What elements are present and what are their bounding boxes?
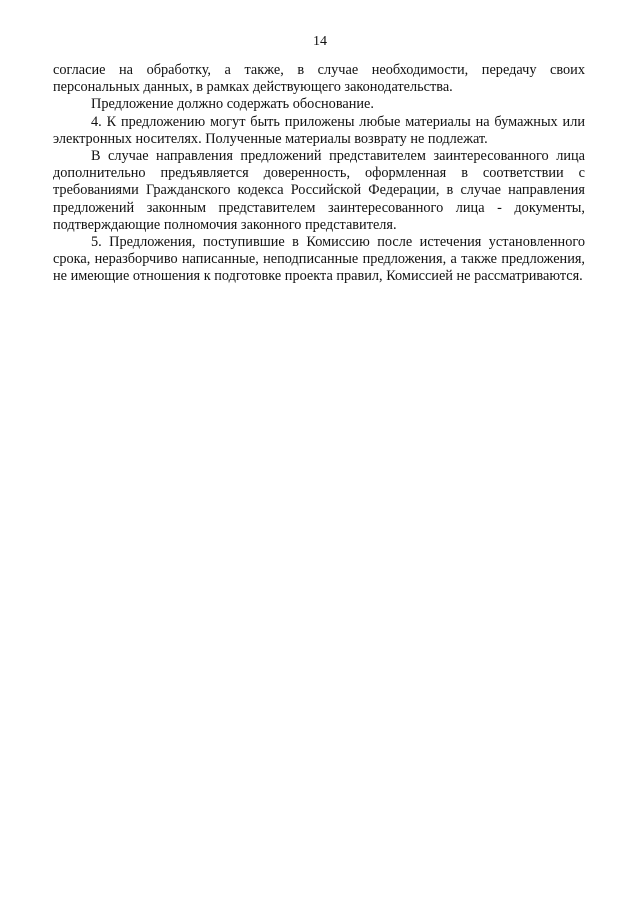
paragraph-justification: Предложение должно содержать обоснование.: [91, 96, 374, 113]
paragraph-item-4: 4. К предложению могут быть приложены любые материалы на бумажных или электронных носителях. Полученные материалы возврату не подлежат.: [53, 113, 585, 147]
paragraph-representative: В случае направления предложений представителем заинтересованного лица дополнительно предъявляется доверенность, оформленная в соответствии с требованиями Гражданского кодекса Российской Федерации, в случае направления предложений законным представителем заинтересованного лица - документы, подтверждающие полномочия законного представителя.: [53, 148, 585, 233]
document-body: [53, 62, 585, 286]
paragraph-item-5: 5. Предложения, поступившие в Комиссию после истечения установленного срока, неразборчиво написанные, неподписанные предложения, а также предложения, не имеющие отношения к подготовке проекта правил, Комиссией не рассматриваются.: [53, 234, 585, 285]
paragraph-consent-continuation: согласие на обработку, а также, в случае необходимости, передачу своих персональных данных, в рамках действующего законодательства.: [53, 62, 585, 96]
page-number: 14: [313, 34, 327, 49]
